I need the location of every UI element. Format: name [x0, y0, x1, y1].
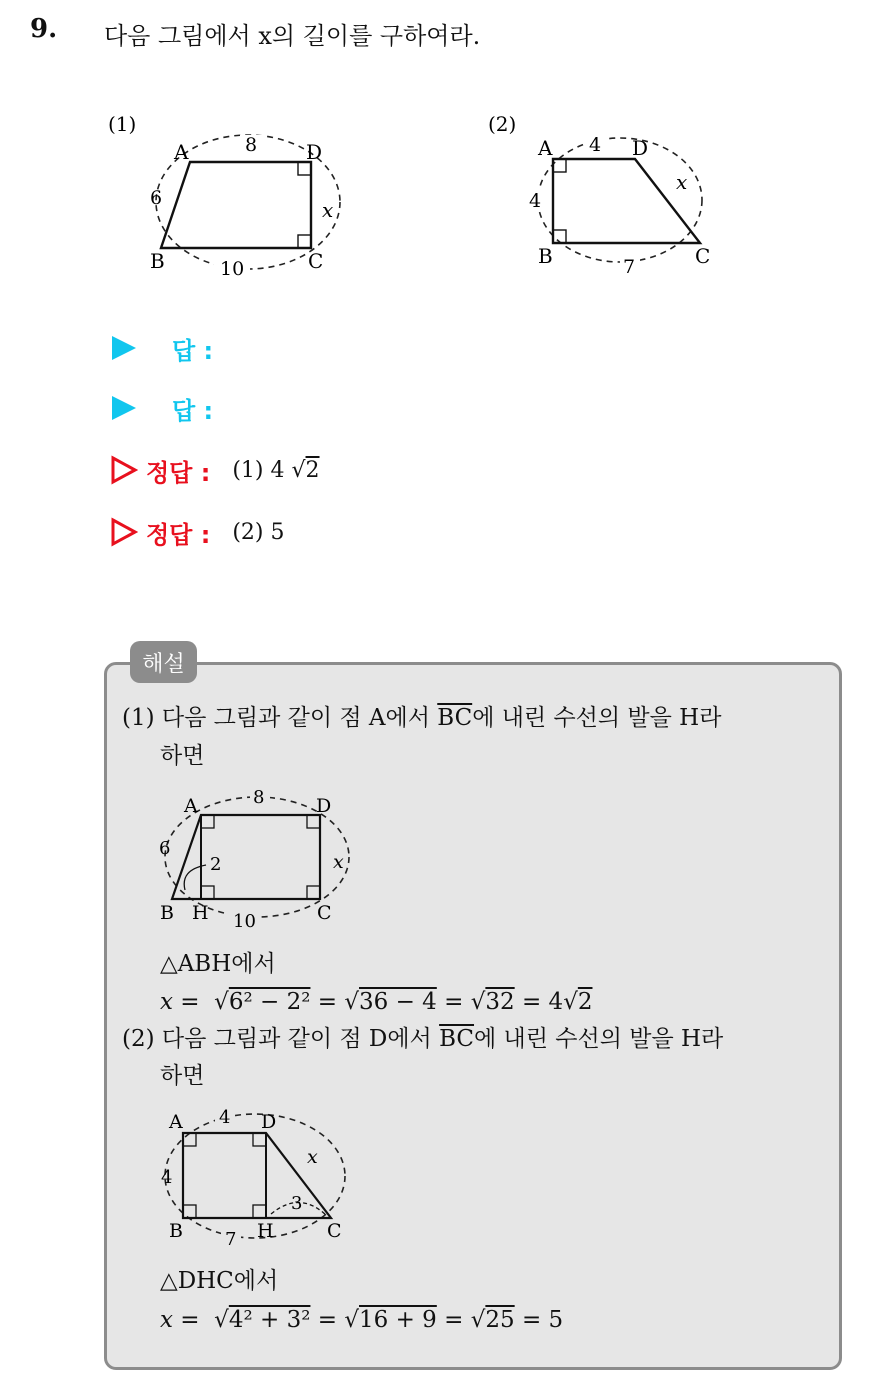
explanation-tag: 해설 [130, 641, 197, 683]
play-icon [110, 334, 138, 362]
svg-text:7: 7 [225, 1229, 237, 1250]
point-a: A [174, 140, 189, 164]
correct-value: (1) 4 √2 [232, 457, 320, 483]
point-d: D [632, 136, 649, 160]
length-x: x [322, 198, 334, 222]
question-text: 다음 그림에서 x의 길이를 구하여라. [104, 22, 481, 50]
figure-2-label: (2) [488, 112, 517, 136]
solution-2-line-2: 하면 [160, 1063, 205, 1089]
svg-text:A: A [169, 1111, 183, 1133]
right-angle-c [298, 235, 311, 248]
svg-text:10: 10 [233, 911, 256, 932]
right-angle-a [553, 159, 566, 172]
svg-text:8: 8 [253, 787, 265, 808]
svg-text:C: C [327, 1220, 342, 1242]
length-bottom: 7 [623, 256, 636, 278]
length-x: x [676, 170, 688, 194]
figure-1-trapezoid [161, 162, 311, 248]
answer-label: 답 : [172, 336, 214, 365]
svg-text:3: 3 [291, 1193, 303, 1214]
point-c: C [695, 244, 711, 268]
question-number: 9. [30, 14, 58, 44]
solution-2-line-1: (2) 다음 그림과 같이 점 D에서 $\overline{BC}$에 내린 수선의 발을 H라 [122, 1026, 724, 1052]
svg-text:A: A [184, 795, 198, 817]
length-bottom: 10 [220, 258, 245, 280]
length-left: 6 [150, 187, 163, 209]
svg-text:6: 6 [159, 838, 171, 859]
length-top: 8 [245, 134, 258, 156]
svg-text:2: 2 [210, 854, 222, 875]
correct-label: 정답 : [146, 520, 211, 549]
solution-2-triangle: △DHC에서 [160, 1268, 279, 1294]
answer-row-1 [110, 330, 213, 366]
play-outline-icon [110, 517, 138, 547]
correct-value: (2) 5 [232, 519, 285, 545]
svg-text:4: 4 [161, 1167, 173, 1188]
svg-text:B: B [160, 902, 174, 924]
point-b: B [150, 249, 165, 273]
correct-label: 정답 : [146, 458, 211, 487]
length-left: 4 [529, 190, 542, 212]
answer-row-2 [110, 390, 213, 426]
length-top: 4 [589, 134, 602, 156]
play-outline-icon [110, 455, 138, 485]
figure-1 [100, 105, 360, 285]
svg-text:C: C [317, 902, 332, 924]
svg-text:x: x [307, 1146, 318, 1168]
point-d: D [306, 140, 323, 164]
figure-2 [480, 105, 730, 280]
figure-4 [155, 1102, 360, 1252]
svg-text:D: D [261, 1111, 277, 1133]
solution-2-equation: x = √4² + 3² = √16 + 9 = √25 = 5 [160, 1307, 564, 1333]
correct-row-2 [110, 514, 284, 550]
figure-1-label: (1) [108, 112, 137, 136]
point-b: B [538, 244, 553, 268]
solution-1-line-1: (1) 다음 그림과 같이 점 A에서 $\overline{BC}$에 내린 수선의 발을 H라 [122, 705, 722, 731]
point-c: C [308, 249, 324, 273]
svg-text:x: x [333, 851, 344, 873]
correct-row-1 [110, 452, 320, 488]
play-icon [110, 394, 138, 422]
point-a: A [538, 136, 553, 160]
svg-text:4: 4 [219, 1107, 231, 1128]
figure-3 [150, 782, 360, 932]
solution-1-equation: x = √6² − 2² = √36 − 4 = √32 = 4√2 [160, 989, 593, 1015]
svg-text:H: H [257, 1220, 274, 1242]
svg-text:D: D [316, 795, 332, 817]
solution-1-triangle: △ABH에서 [160, 951, 276, 977]
svg-text:B: B [169, 1220, 183, 1242]
solution-1-line-2: 하면 [160, 743, 205, 769]
svg-text:H: H [192, 902, 209, 924]
answer-label: 답 : [172, 396, 214, 425]
